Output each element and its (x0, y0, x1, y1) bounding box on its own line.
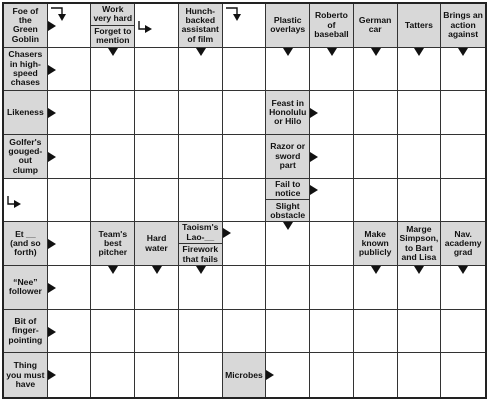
arrow-right-icon (223, 228, 231, 238)
answer-cell[interactable] (91, 135, 135, 179)
answer-cell[interactable] (135, 135, 179, 179)
answer-cell[interactable] (91, 310, 135, 354)
answer-cell[interactable] (223, 266, 267, 310)
clue-text: Work very hard (93, 4, 133, 24)
clue-cell (4, 48, 48, 92)
bent-arrow-right-icon (137, 20, 155, 38)
clue-text: Firework that fails (179, 243, 222, 265)
bent-arrow-down-icon (225, 6, 243, 24)
clue-text: Hard water (145, 233, 168, 253)
answer-cell[interactable] (91, 91, 135, 135)
clue-text: Likeness (6, 107, 44, 118)
arrow-right-icon (310, 108, 318, 118)
answer-cell[interactable] (398, 135, 442, 179)
clue-cell (398, 4, 442, 48)
clue-text: Make known publicly (358, 228, 392, 258)
arrow-right-icon (48, 239, 56, 249)
clue-text: Roberto of baseball (314, 10, 349, 39)
answer-cell[interactable] (135, 91, 179, 135)
answer-cell[interactable] (179, 135, 223, 179)
answer-cell[interactable] (179, 353, 223, 397)
clue-text: Microbes (225, 369, 263, 380)
clue-text: Hunch-backed assistant of film (181, 5, 219, 44)
answer-cell[interactable] (223, 48, 267, 92)
answer-cell[interactable] (179, 310, 223, 354)
arrow-down-icon (458, 266, 468, 274)
clue-cell (4, 91, 48, 135)
answer-cell[interactable] (223, 179, 267, 223)
answer-cell[interactable] (354, 179, 398, 223)
clue-cell (91, 4, 135, 48)
clue-cell (266, 135, 310, 179)
bent-arrow-down-icon (50, 6, 68, 24)
clue-cell (354, 222, 398, 266)
clue-text: Slight obstacle (266, 199, 309, 221)
answer-cell[interactable] (48, 179, 92, 223)
clue-text: Feast in Honolulu or Hilo (269, 97, 307, 127)
arrow-down-icon (108, 48, 118, 56)
answer-cell[interactable] (354, 135, 398, 179)
arrow-right-icon (48, 108, 56, 118)
clue-cell (266, 4, 310, 48)
clue-text: “Nee” follower (8, 277, 42, 297)
answer-cell[interactable] (354, 353, 398, 397)
answer-cell[interactable] (266, 310, 310, 354)
clue-cell (266, 91, 310, 135)
answer-cell[interactable] (179, 179, 223, 223)
answer-cell[interactable] (398, 353, 442, 397)
arrow-right-icon (48, 152, 56, 162)
arrow-down-icon (414, 48, 424, 56)
clue-text: Plastic overlays (270, 15, 306, 35)
arrow-down-icon (108, 266, 118, 274)
clue-cell (179, 4, 223, 48)
answer-cell[interactable] (266, 266, 310, 310)
answer-cell[interactable] (135, 179, 179, 223)
clue-text: Taoism's Lao-__ (182, 222, 219, 242)
answer-cell[interactable] (398, 179, 442, 223)
answer-cell[interactable] (398, 310, 442, 354)
arrow-down-icon (283, 222, 293, 230)
arrow-down-icon (371, 48, 381, 56)
arrow-down-icon (458, 48, 468, 56)
clue-text: Foe of the Green Goblin (11, 5, 39, 44)
arrow-down-icon (196, 266, 206, 274)
answer-cell[interactable] (223, 91, 267, 135)
answer-cell[interactable] (223, 135, 267, 179)
clue-text: Forget to mention (91, 25, 134, 47)
clue-cell (4, 310, 48, 354)
clue-cell (4, 353, 48, 397)
clue-cell (4, 4, 48, 48)
clue-cell (266, 179, 310, 223)
clue-cell (4, 222, 48, 266)
clue-cell (223, 353, 267, 397)
answer-cell[interactable] (91, 179, 135, 223)
clue-text: Chasers in high-speed chases (8, 49, 43, 88)
clue-cell (4, 266, 48, 310)
clue-text: Brings an action against (443, 10, 483, 39)
arrow-right-icon (48, 65, 56, 75)
bent-arrow-right-icon (6, 195, 24, 213)
answer-cell[interactable] (91, 353, 135, 397)
answer-cell[interactable] (354, 310, 398, 354)
arrow-down-icon (327, 48, 337, 56)
arrow-right-icon (310, 152, 318, 162)
clue-cell (441, 4, 485, 48)
clue-cell (441, 222, 485, 266)
answer-cell[interactable] (179, 91, 223, 135)
arrow-right-icon (48, 327, 56, 337)
clue-cell (91, 222, 135, 266)
answer-cell[interactable] (441, 310, 485, 354)
clue-cell (4, 135, 48, 179)
answer-cell[interactable] (310, 310, 354, 354)
clue-text: Thing you must have (6, 360, 45, 389)
arrow-right-icon (48, 370, 56, 380)
clue-cell (179, 222, 223, 266)
clue-text: Tatters (404, 19, 433, 30)
arrow-down-icon (414, 266, 424, 274)
arrow-down-icon (371, 266, 381, 274)
clue-cell (135, 222, 179, 266)
clue-text: Fail to notice (275, 178, 301, 199)
answer-cell[interactable] (223, 310, 267, 354)
clue-text: Bit of finger-pointing (8, 316, 43, 345)
clue-text: Golfer's gouged-out clump (8, 136, 43, 175)
clue-cell (354, 4, 398, 48)
clue-text: Marge Simpson, to Bart and Lisa (399, 224, 439, 262)
arrow-right-icon (310, 185, 318, 195)
answer-cell[interactable] (441, 91, 485, 135)
answer-cell[interactable] (441, 179, 485, 223)
answer-cell[interactable] (310, 266, 354, 310)
arrow-right-icon (266, 370, 274, 380)
answer-cell[interactable] (354, 91, 398, 135)
answer-cell[interactable] (310, 222, 354, 266)
arrow-down-icon (152, 266, 162, 274)
answer-cell[interactable] (398, 91, 442, 135)
crossword-grid (2, 2, 487, 399)
clue-text: German car (358, 15, 392, 35)
clue-cell (310, 4, 354, 48)
clue-text: Team's best pitcher (98, 228, 128, 258)
arrow-right-icon (48, 283, 56, 293)
clue-cell (398, 222, 442, 266)
answer-cell[interactable] (135, 353, 179, 397)
clue-text: Et __ (and so forth) (10, 228, 41, 258)
arrow-down-icon (196, 48, 206, 56)
clue-text: Razor or sword part (270, 141, 306, 170)
answer-cell[interactable] (441, 353, 485, 397)
arrow-down-icon (283, 48, 293, 56)
answer-cell[interactable] (135, 310, 179, 354)
answer-cell[interactable] (441, 135, 485, 179)
answer-cell[interactable] (135, 48, 179, 92)
answer-cell[interactable] (310, 353, 354, 397)
clue-text: Nav. academy grad (444, 228, 482, 258)
